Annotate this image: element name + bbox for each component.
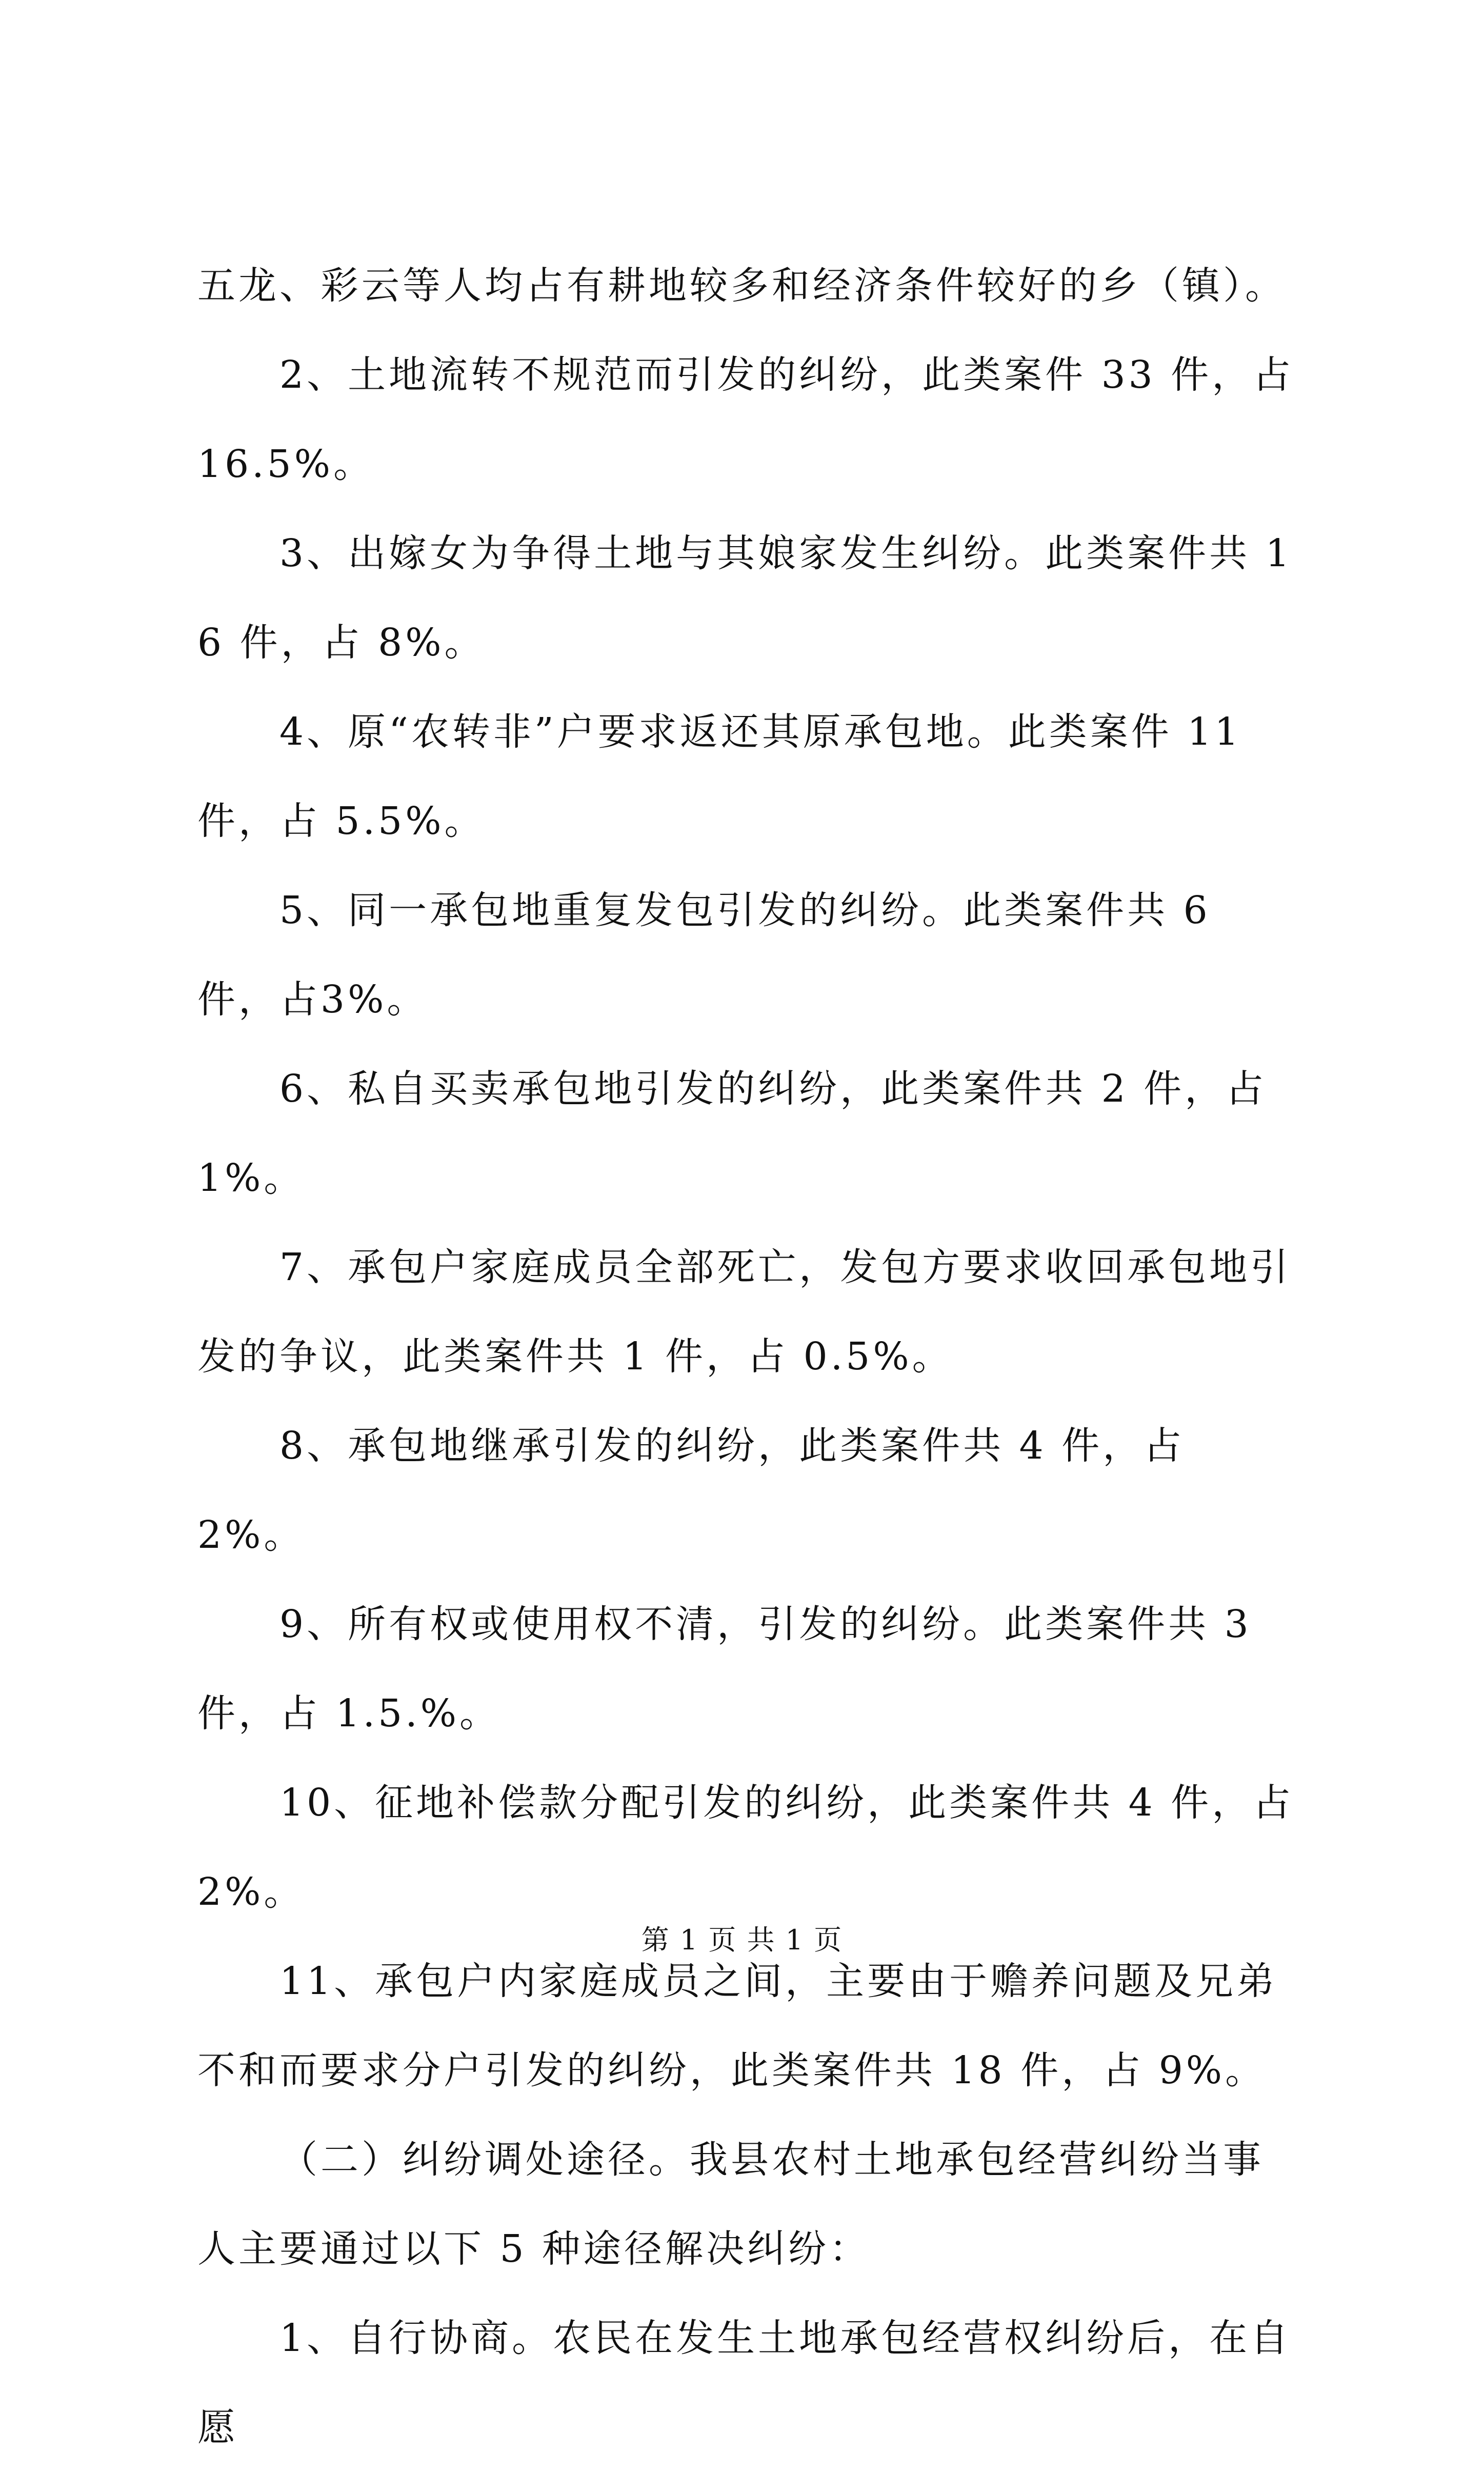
paragraph-5: 5、同一承包地重复发包引发的纠纷。此类案件共 6 件，占3%。 — [197, 888, 1211, 1022]
paragraph-3: 3、出嫁女为争得土地与其娘家发生纠纷。此类案件共 16 件，占 8%。 — [197, 531, 1293, 665]
paragraph-6: 6、私自买卖承包地引发的纠纷，此类案件共 2 件，占 1%。 — [197, 1067, 1267, 1200]
document-body — [197, 241, 1300, 2472]
paragraph-10: 10、征地补偿款分配引发的纠纷，此类案件共 4 件，占 2%。 — [197, 1781, 1294, 1914]
paragraph-9: 9、所有权或使用权不清，引发的纠纷。此类案件共 3 件，占 1.5.%。 — [197, 1602, 1252, 1736]
paragraph-7: 7、承包户家庭成员全部死亡，发包方要求收回承包地引发的争议，此类案件共 1 件，占 0.5%。 — [197, 1245, 1292, 1379]
paragraph-12: （二）纠纷调处途径。我县农村土地承包经营纠纷当事人主要通过以下 5 种途径解决纠纷： — [197, 2138, 1264, 2271]
paragraph-13: 1、自行协商。农民在发生土地承包经营权纠纷后，在自愿 — [197, 2316, 1292, 2449]
page-footer: 第 1 页 共 1 页 — [641, 1924, 843, 1956]
paragraph-11: 11、承包户内家庭成员之间，主要由于赡养问题及兄弟不和而要求分户引发的纠纷，此类案件共 18 件，占 9%。 — [197, 1959, 1278, 2092]
paragraph-8: 8、承包地继承引发的纠纷，此类案件共 4 件，占 2%。 — [197, 1424, 1185, 1557]
paragraph-1: 五龙、彩云等人均占有耕地较多和经济条件较好的乡（镇）。 — [197, 264, 1286, 308]
paragraph-4: 4、原“农转非”户要求返还其原承包地。此类案件 11 件，占 5.5%。 — [197, 710, 1242, 843]
paragraph-2: 2、土地流转不规范而引发的纠纷，此类案件 33 件，占16.5%。 — [197, 353, 1294, 486]
